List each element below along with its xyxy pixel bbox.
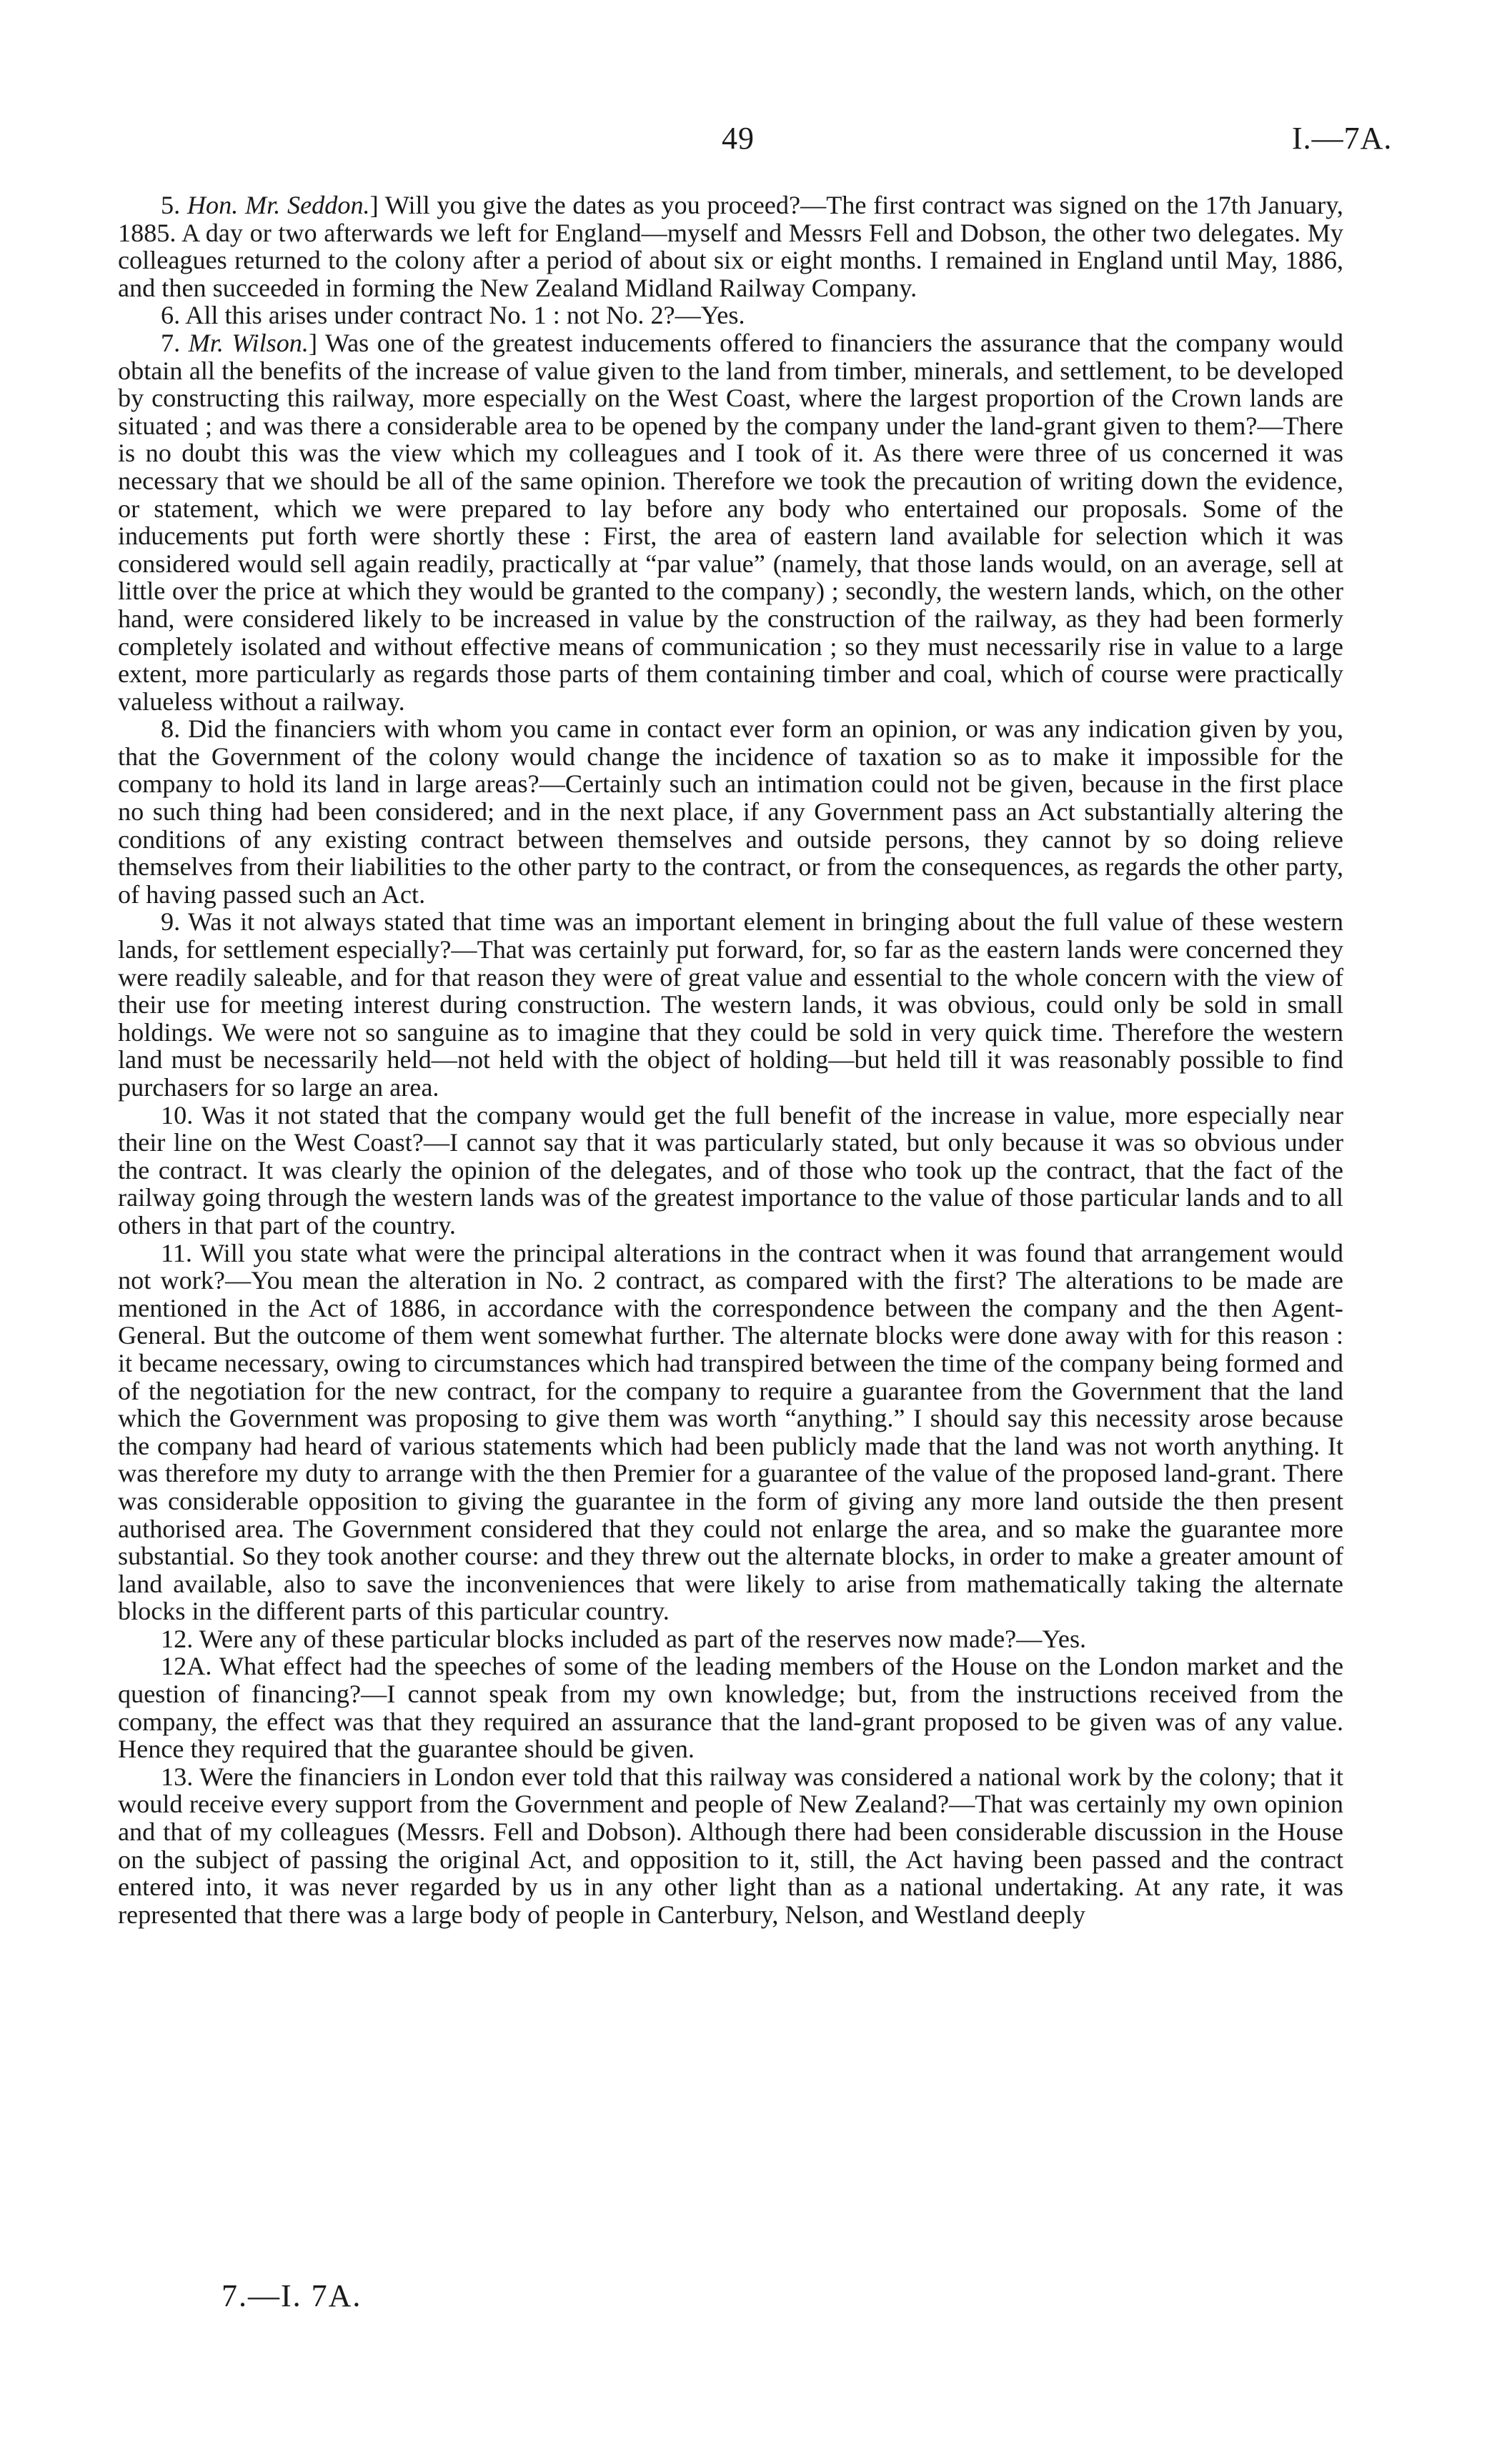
question-paragraph [118, 1652, 1343, 1762]
question-text: Did the financiers with whom you came in contact ever form an opinion, or was any indication given by you, that the Government of the colony would change the incidence of taxation so as to make it impossible for the company to hold its land in large areas?—Certainly such an intimation could not be given, because in the first place no such thing had been considered; and in the next place, if any Government pass an Act substantially altering the conditions of any existing contract between themselves and outside persons, they cannot by so doing relieve themselves from their liabilities to the other party to the contract, or from the consequences, as regards the other party, of having passed such an Act. [118, 714, 1343, 909]
question-number: 12. [161, 1624, 194, 1653]
question-paragraph [118, 1763, 1343, 1929]
question-paragraph [118, 715, 1343, 908]
question-paragraph [118, 329, 1343, 715]
page-header [0, 120, 1502, 163]
document-reference: I.—7A. [1292, 121, 1393, 156]
question-paragraph [118, 1625, 1343, 1653]
question-number: 11. [161, 1238, 192, 1267]
question-number: 7. [161, 328, 181, 357]
question-text: Was one of the greatest inducements offered to financiers the assurance that the company would obtain all the benefits of the increase of value given to the land from timber, minerals, and settlement, to be developed by constructing this railway, more especially on the West Coast, where the largest proportion of the Crown lands are situated ; and was there a considerable area to be opened by the company under the land-grant given to them?—There is no doubt this was the view which my colleagues and I took of it. As there were three of us concerned it was necessary that we should be all of the same opinion. Therefore we took the precaution of writing down the evidence, or statement, which we were prepared to lay before any body who entertained our proposals. Some of the inducements put forth were shortly these : First, the area of eastern land available for selection which it was considered would sell again readily, practically at “par value” (namely, that those lands would, on an average, sell at little over the price at which they would be granted to the company) ; secondly, the western lands, which, on the other hand, were considered likely to be increased in value by the construction of the railway, as they had been formerly completely isolated and without effective means of communication ; so they must necessarily rise in value to a large extent, more particularly as regards those parts of them containing timber and coal, which of course were practically valueless without a railway. [118, 328, 1343, 716]
question-number: 12A. [161, 1652, 212, 1681]
question-text: Was it not stated that the company would get the full benefit of the increase in value, more especially near their line on the West Coast?—I cannot say that it was particularly stated, but only because it was so obvious under the contract. It was clearly the opinion of the delegates, and of those who took up the contract, that the fact of the railway going through the western lands was of the greatest importance to the value of those particular lands and to all others in that part of the country. [118, 1100, 1343, 1240]
question-number: 8. [161, 714, 181, 744]
question-number: 10. [161, 1100, 194, 1129]
question-text: What effect had the speeches of some of the leading members of the House on the London market and the question of financing?—I cannot speak from my own knowledge; but, from the instructions received from the company, the effect was that they required an assurance that the land-grant proposed to be given was of any value. Hence they required that the guarantee should be given. [118, 1652, 1343, 1764]
question-text: Will you give the dates as you proceed?—The first contract was signed on the 17th January, 1885. A day or two afterwards we left for England—myself and Messrs Fell and Dobson, the other two delegates. My colleagues returned to the colony after a period of about six or eight months. I remained in England until May, 1886, and then succeeded in forming the New Zealand Midland Railway Company. [118, 191, 1343, 302]
question-number: 6. [161, 301, 181, 330]
question-text: All this arises under contract No. 1 : not No. 2?—Yes. [180, 301, 745, 330]
question-number: 9. [161, 907, 181, 937]
question-text: Will you state what were the principal alterations in the contract when it was found that arrangement would not work?—You mean the alteration in No. 2 contract, as compared with the first? The alterations to be made are mentioned in the Act of 1886, in accordance with the correspondence between the company and the then Agent-General. But the outcome of them went somewhat further. The alternate blocks were done away with for this reason : it became necessary, owing to circumstances which had transpired between the time of the company being formed and of the negotiation for the new contract, for the company to require a guarantee from the Government that the land which the Government was proposing to give them was worth “anything.” I should say this necessity arose because the company had heard of various statements which had been publicly made that the land was not worth anything. It was therefore my duty to arrange with the then Premier for a guarantee of the value of the proposed land-grant. There was considerable opposition to giving the guarantee in the form of giving any more land outside the then present authorised area. The Government considered that they could not enlarge the area, and so make the guarantee more substantial. So they took another course: and they threw out the alternate blocks, in order to make a greater amount of land available, also to save the inconveniences that were likely to arise from mathematically taking the alternate blocks in the different parts of this particular country. [118, 1238, 1343, 1626]
printer-signature: 7.—I. 7A. [222, 2278, 362, 2313]
body-text [118, 191, 1343, 1928]
speaker-bracket: ] [308, 328, 317, 357]
question-number: 13. [161, 1762, 194, 1791]
speaker-name: Mr. Wilson. [188, 328, 309, 357]
question-paragraph [118, 908, 1343, 1101]
question-paragraph [118, 301, 1343, 329]
question-paragraph [118, 191, 1343, 301]
page-number: 49 [722, 121, 755, 156]
question-paragraph [118, 1102, 1343, 1240]
speaker-name: Hon. Mr. Seddon. [186, 191, 370, 219]
question-text: Were the financiers in London ever told that this railway was considered a national work by the colony; that it would receive every support from the Government and people of New Zealand?—That was certainly my own opinion and that of my colleagues (Messrs. Fell and Dobson). Although there had been considerable discussion in the House on the subject of passing the original Act, and opposition to it, still, the Act having been passed and the contract entered into, it was never regarded by us in any other light than as a national undertaking. At any rate, it was represented that there was a large body of people in Canterbury, Nelson, and Westland deeply [118, 1762, 1343, 1929]
speaker-bracket: ] [369, 191, 379, 219]
question-number: 5. [161, 191, 181, 219]
question-text: Was it not always stated that time was an important element in bringing about the full value of these western lands, for settlement especially?—That was certainly put forward, for, so far as the eastern lands were concerned they were readily saleable, and for that reason they were of great value and essential to the whole concern with the view of their use for meeting interest during construction. The western lands, it was obvious, could only be sold in small holdings. We were not so sanguine as to imagine that they could be sold in very quick time. Therefore the western land must be necessarily held—not held with the object of holding—but held till it was reasonably possible to find purchasers for so large an area. [118, 907, 1343, 1102]
question-paragraph [118, 1240, 1343, 1625]
question-text: Were any of these particular blocks included as part of the reserves now made?—Yes. [193, 1624, 1087, 1653]
